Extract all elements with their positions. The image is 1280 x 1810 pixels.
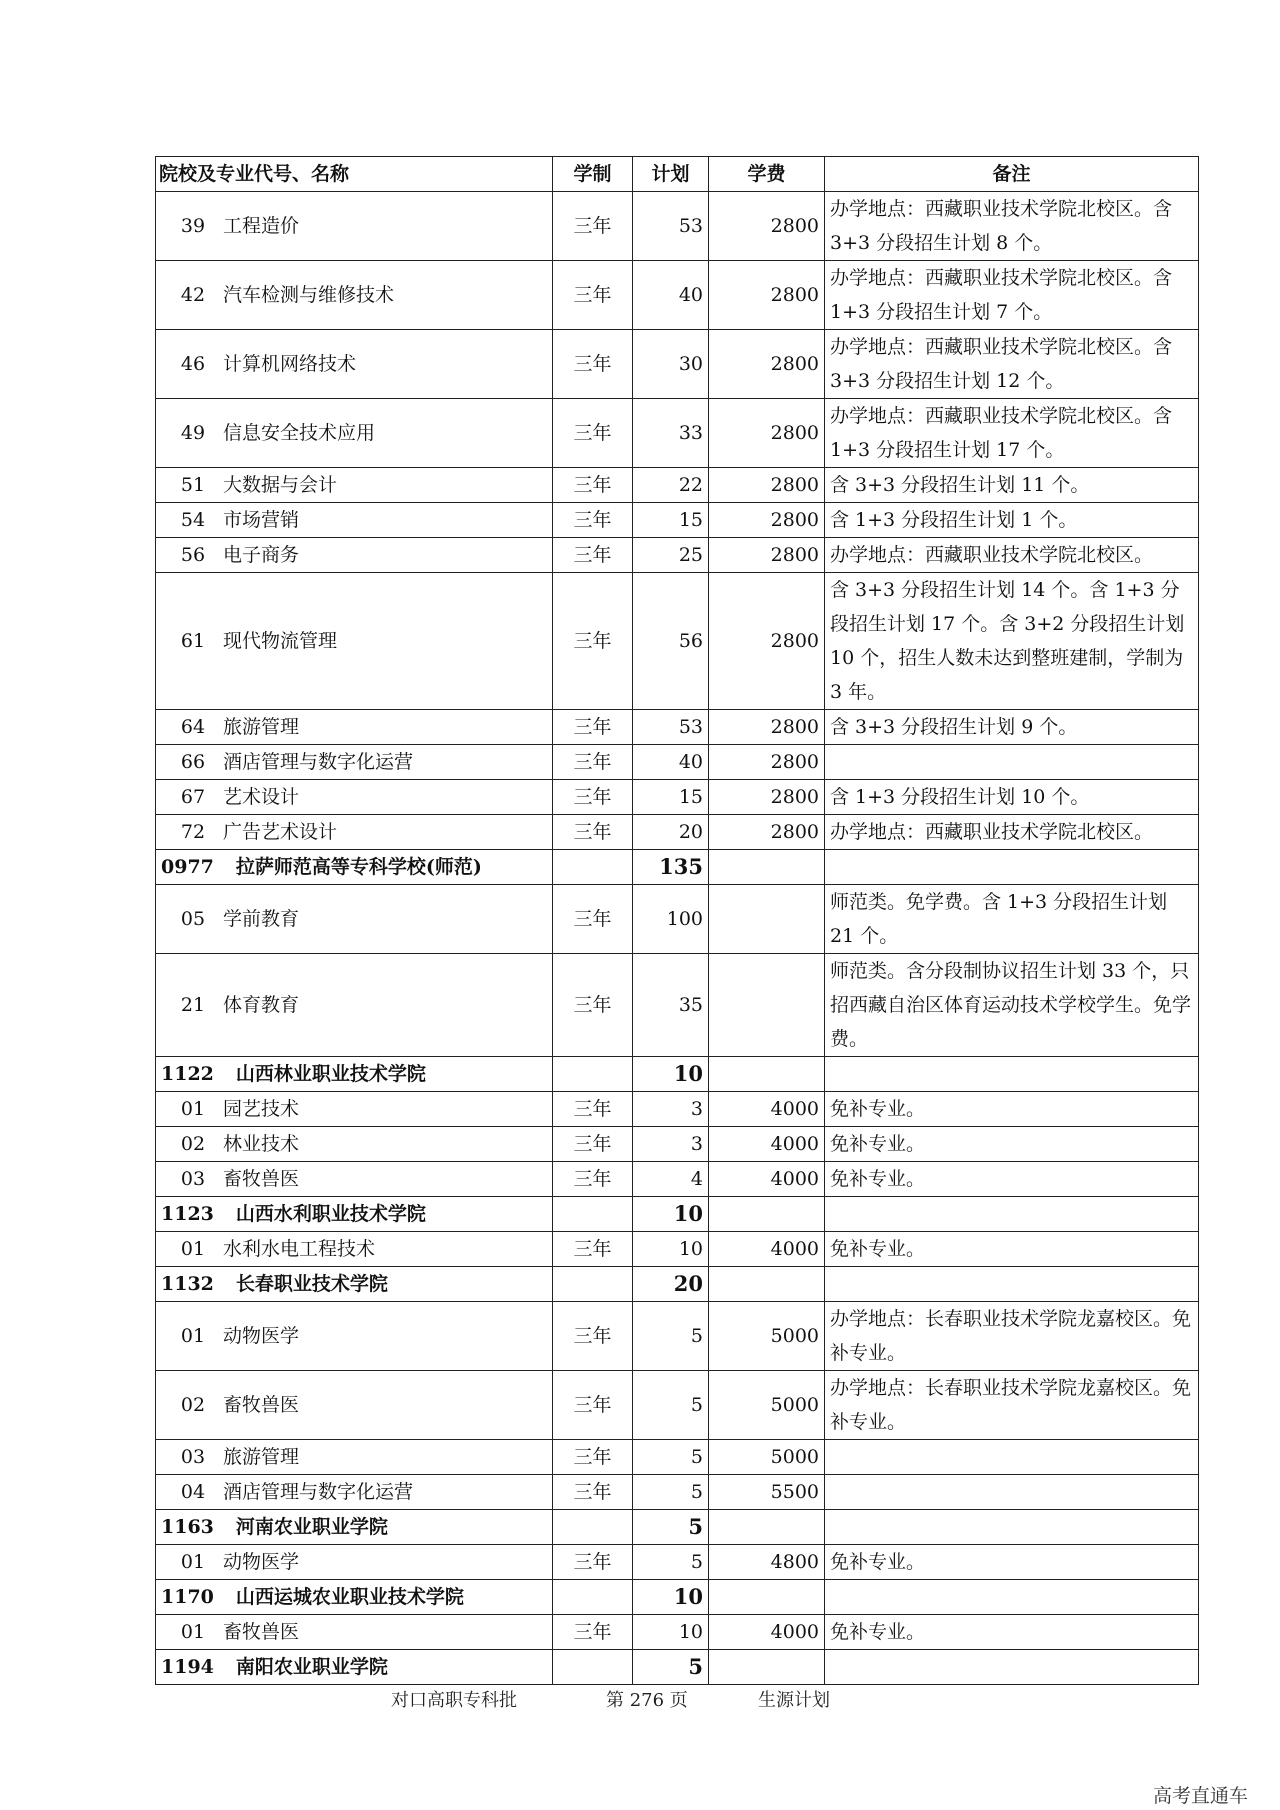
fee-cell <box>709 1650 825 1685</box>
major-row <box>156 1092 1199 1127</box>
name: 现代物流管理 <box>223 630 338 652</box>
major-row <box>156 1162 1199 1197</box>
code: 64 <box>180 716 206 738</box>
plan-cell: 53 <box>633 192 709 261</box>
code: 04 <box>180 1481 206 1503</box>
major-row <box>156 745 1199 780</box>
major-row <box>156 1127 1199 1162</box>
enrollment-plan-table <box>155 156 1199 1685</box>
xuezhi-cell: 三年 <box>553 1127 633 1162</box>
plan-cell: 56 <box>633 573 709 710</box>
fee-cell: 5000 <box>709 1440 825 1475</box>
xuezhi-cell: 三年 <box>553 503 633 538</box>
name-cell <box>156 330 553 399</box>
fee-cell <box>709 1510 825 1545</box>
fee-cell: 2800 <box>709 573 825 710</box>
xuezhi-cell: 三年 <box>553 780 633 815</box>
fee-cell: 4800 <box>709 1545 825 1580</box>
note-cell: 办学地点：西藏职业技术学院北校区。含 3+3 分段招生计划 12 个。 <box>825 330 1199 399</box>
note-cell <box>825 1197 1199 1232</box>
note-cell: 含 3+3 分段招生计划 9 个。 <box>825 710 1199 745</box>
code: 02 <box>180 1394 206 1416</box>
xuezhi-cell: 三年 <box>553 710 633 745</box>
name-cell <box>156 261 553 330</box>
major-row <box>156 192 1199 261</box>
name: 河南农业职业学院 <box>235 1516 388 1538</box>
major-row <box>156 1475 1199 1510</box>
note-cell: 办学地点：西藏职业技术学院北校区。含 1+3 分段招生计划 7 个。 <box>825 261 1199 330</box>
code: 66 <box>180 751 206 773</box>
name-cell <box>156 538 553 573</box>
table-header-row <box>156 157 1199 192</box>
code: 01 <box>180 1621 206 1643</box>
name: 电子商务 <box>223 544 300 566</box>
fee-cell: 4000 <box>709 1092 825 1127</box>
code: 54 <box>180 509 206 531</box>
code: 01 <box>180 1325 206 1347</box>
name-cell <box>156 1615 553 1650</box>
code: 1123 <box>161 1203 214 1225</box>
code: 02 <box>180 1133 206 1155</box>
fee-cell: 4000 <box>709 1127 825 1162</box>
note-cell: 师范类。免学费。含 1+3 分段招生计划 21 个。 <box>825 885 1199 954</box>
plan-cell: 22 <box>633 468 709 503</box>
fee-cell <box>709 1580 825 1615</box>
note-cell: 含 1+3 分段招生计划 10 个。 <box>825 780 1199 815</box>
name-cell <box>156 1162 553 1197</box>
plan-cell: 5 <box>633 1545 709 1580</box>
code: 01 <box>180 1098 206 1120</box>
name: 汽车检测与维修技术 <box>223 284 395 306</box>
code: 46 <box>180 353 206 375</box>
name-cell <box>156 1267 553 1302</box>
plan-cell: 5 <box>633 1371 709 1440</box>
name: 大数据与会计 <box>223 474 338 496</box>
code: 1170 <box>161 1586 214 1608</box>
header-name: 院校及专业代号、名称 <box>156 157 553 192</box>
plan-cell: 3 <box>633 1092 709 1127</box>
name-cell <box>156 1475 553 1510</box>
xuezhi-cell: 三年 <box>553 1615 633 1650</box>
code: 03 <box>180 1168 206 1190</box>
major-row <box>156 399 1199 468</box>
note-cell: 含 3+3 分段招生计划 11 个。 <box>825 468 1199 503</box>
fee-cell: 2800 <box>709 330 825 399</box>
code: 1132 <box>161 1273 214 1295</box>
major-row <box>156 503 1199 538</box>
xuezhi-cell: 三年 <box>553 1162 633 1197</box>
name-cell <box>156 1197 553 1232</box>
plan-cell: 33 <box>633 399 709 468</box>
fee-cell <box>709 850 825 885</box>
fee-cell: 2800 <box>709 710 825 745</box>
name: 林业技术 <box>223 1133 300 1155</box>
name: 信息安全技术应用 <box>223 422 376 444</box>
header-note: 备注 <box>825 157 1199 192</box>
note-cell: 办学地点：长春职业技术学院龙嘉校区。免补专业。 <box>825 1371 1199 1440</box>
plan-cell: 15 <box>633 780 709 815</box>
name: 山西林业职业技术学院 <box>235 1063 426 1085</box>
xuezhi-cell: 三年 <box>553 399 633 468</box>
major-row <box>156 1440 1199 1475</box>
note-cell: 免补专业。 <box>825 1615 1199 1650</box>
plan-cell: 10 <box>633 1197 709 1232</box>
major-row <box>156 261 1199 330</box>
plan-cell: 5 <box>633 1440 709 1475</box>
code: 61 <box>180 630 206 652</box>
note-cell <box>825 745 1199 780</box>
note-cell: 含 1+3 分段招生计划 1 个。 <box>825 503 1199 538</box>
plan-cell: 135 <box>633 850 709 885</box>
xuezhi-cell: 三年 <box>553 1440 633 1475</box>
footer-page-number: 第 276 页 <box>606 1690 688 1711</box>
xuezhi-cell <box>553 1197 633 1232</box>
plan-cell: 10 <box>633 1232 709 1267</box>
note-cell: 师范类。含分段制协议招生计划 33 个，只招西藏自治区体育运动技术学校学生。免学费。 <box>825 954 1199 1057</box>
name: 市场营销 <box>223 509 300 531</box>
fee-cell: 4000 <box>709 1162 825 1197</box>
major-row <box>156 1232 1199 1267</box>
xuezhi-cell <box>553 1580 633 1615</box>
plan-cell: 10 <box>633 1057 709 1092</box>
xuezhi-cell: 三年 <box>553 1302 633 1371</box>
fee-cell: 2800 <box>709 538 825 573</box>
name-cell <box>156 573 553 710</box>
note-cell: 办学地点：西藏职业技术学院北校区。 <box>825 815 1199 850</box>
note-cell: 办学地点：西藏职业技术学院北校区。 <box>825 538 1199 573</box>
watermark: 高考直通车 <box>1152 1785 1248 1807</box>
major-row <box>156 573 1199 710</box>
code: 05 <box>180 908 206 930</box>
major-row <box>156 780 1199 815</box>
xuezhi-cell: 三年 <box>553 1475 633 1510</box>
plan-cell: 5 <box>633 1475 709 1510</box>
note-cell <box>825 850 1199 885</box>
note-cell: 免补专业。 <box>825 1545 1199 1580</box>
xuezhi-cell: 三年 <box>553 573 633 710</box>
xuezhi-cell <box>553 1267 633 1302</box>
major-row <box>156 1302 1199 1371</box>
plan-cell: 53 <box>633 710 709 745</box>
school-row <box>156 1197 1199 1232</box>
name: 旅游管理 <box>223 716 300 738</box>
note-cell: 免补专业。 <box>825 1232 1199 1267</box>
xuezhi-cell <box>553 1057 633 1092</box>
code: 67 <box>180 786 206 808</box>
name: 南阳农业职业学院 <box>235 1656 388 1678</box>
xuezhi-cell: 三年 <box>553 1545 633 1580</box>
fee-cell: 5000 <box>709 1371 825 1440</box>
code: 51 <box>180 474 206 496</box>
fee-cell <box>709 885 825 954</box>
name-cell <box>156 1650 553 1685</box>
name-cell <box>156 192 553 261</box>
major-row <box>156 815 1199 850</box>
xuezhi-cell: 三年 <box>553 468 633 503</box>
xuezhi-cell: 三年 <box>553 745 633 780</box>
name-cell <box>156 1302 553 1371</box>
major-row <box>156 1615 1199 1650</box>
plan-cell: 10 <box>633 1580 709 1615</box>
xuezhi-cell <box>553 850 633 885</box>
major-row <box>156 330 1199 399</box>
name: 动物医学 <box>223 1325 300 1347</box>
note-cell: 免补专业。 <box>825 1162 1199 1197</box>
name-cell <box>156 399 553 468</box>
plan-cell: 20 <box>633 815 709 850</box>
fee-cell: 4000 <box>709 1232 825 1267</box>
major-row <box>156 1545 1199 1580</box>
xuezhi-cell: 三年 <box>553 815 633 850</box>
name-cell <box>156 885 553 954</box>
code: 56 <box>180 544 206 566</box>
name: 酒店管理与数字化运营 <box>223 1481 414 1503</box>
fee-cell: 5500 <box>709 1475 825 1510</box>
fee-cell: 2800 <box>709 815 825 850</box>
fee-cell: 4000 <box>709 1615 825 1650</box>
plan-cell: 10 <box>633 1615 709 1650</box>
fee-cell: 2800 <box>709 468 825 503</box>
fee-cell: 2800 <box>709 503 825 538</box>
name: 畜牧兽医 <box>223 1621 300 1643</box>
name: 山西运城农业职业技术学院 <box>235 1586 464 1608</box>
code: 42 <box>180 284 206 306</box>
name: 计算机网络技术 <box>223 353 357 375</box>
code: 72 <box>180 821 206 843</box>
name: 长春职业技术学院 <box>235 1273 388 1295</box>
fee-cell: 2800 <box>709 261 825 330</box>
code: 1194 <box>161 1656 214 1678</box>
name-cell <box>156 1232 553 1267</box>
name: 畜牧兽医 <box>223 1394 300 1416</box>
name-cell <box>156 1127 553 1162</box>
note-cell: 办学地点：长春职业技术学院龙嘉校区。免补专业。 <box>825 1302 1199 1371</box>
note-cell <box>825 1510 1199 1545</box>
code: 49 <box>180 422 206 444</box>
plan-cell: 5 <box>633 1650 709 1685</box>
name-cell <box>156 1545 553 1580</box>
note-cell <box>825 1440 1199 1475</box>
header-plan: 计划 <box>633 157 709 192</box>
note-cell: 免补专业。 <box>825 1127 1199 1162</box>
header-xuezhi: 学制 <box>553 157 633 192</box>
fee-cell: 2800 <box>709 780 825 815</box>
code: 01 <box>180 1238 206 1260</box>
school-row <box>156 850 1199 885</box>
name: 艺术设计 <box>223 786 300 808</box>
plan-cell: 40 <box>633 745 709 780</box>
xuezhi-cell: 三年 <box>553 1092 633 1127</box>
name: 水利水电工程技术 <box>223 1238 376 1260</box>
plan-cell: 25 <box>633 538 709 573</box>
major-row <box>156 538 1199 573</box>
name-cell <box>156 954 553 1057</box>
name-cell <box>156 1580 553 1615</box>
name: 园艺技术 <box>223 1098 300 1120</box>
xuezhi-cell: 三年 <box>553 1371 633 1440</box>
name: 拉萨师范高等专科学校(师范) <box>235 856 482 878</box>
name: 酒店管理与数字化运营 <box>223 751 414 773</box>
name-cell <box>156 780 553 815</box>
code: 0977 <box>161 856 214 878</box>
school-row <box>156 1580 1199 1615</box>
fee-cell: 5000 <box>709 1302 825 1371</box>
footer-batch: 对口高职专科批 <box>391 1690 517 1711</box>
code: 1163 <box>161 1516 214 1538</box>
fee-cell: 2800 <box>709 399 825 468</box>
xuezhi-cell: 三年 <box>553 885 633 954</box>
plan-cell: 5 <box>633 1302 709 1371</box>
code: 03 <box>180 1446 206 1468</box>
xuezhi-cell: 三年 <box>553 192 633 261</box>
fee-cell: 2800 <box>709 745 825 780</box>
footer-category: 生源计划 <box>758 1690 830 1711</box>
plan-cell: 4 <box>633 1162 709 1197</box>
school-row <box>156 1650 1199 1685</box>
fee-cell <box>709 1267 825 1302</box>
note-cell: 免补专业。 <box>825 1092 1199 1127</box>
school-row <box>156 1510 1199 1545</box>
plan-cell: 30 <box>633 330 709 399</box>
note-cell <box>825 1650 1199 1685</box>
fee-cell <box>709 1197 825 1232</box>
school-row <box>156 1267 1199 1302</box>
note-cell <box>825 1475 1199 1510</box>
code: 21 <box>180 994 206 1016</box>
xuezhi-cell: 三年 <box>553 261 633 330</box>
name-cell <box>156 1440 553 1475</box>
name: 广告艺术设计 <box>223 821 338 843</box>
major-row <box>156 1371 1199 1440</box>
plan-cell: 3 <box>633 1127 709 1162</box>
note-cell: 办学地点：西藏职业技术学院北校区。含 1+3 分段招生计划 17 个。 <box>825 399 1199 468</box>
name-cell <box>156 1057 553 1092</box>
name-cell <box>156 503 553 538</box>
name: 山西水利职业技术学院 <box>235 1203 426 1225</box>
name: 体育教育 <box>223 994 300 1016</box>
header-fee: 学费 <box>709 157 825 192</box>
name: 学前教育 <box>223 908 300 930</box>
plan-cell: 15 <box>633 503 709 538</box>
name: 动物医学 <box>223 1551 300 1573</box>
note-cell <box>825 1267 1199 1302</box>
note-cell: 含 3+3 分段招生计划 14 个。含 1+3 分段招生计划 17 个。含 3+2 分段招生计划 10 个，招生人数未达到整班建制，学制为 3 年。 <box>825 573 1199 710</box>
major-row <box>156 885 1199 954</box>
name: 工程造价 <box>223 215 300 237</box>
note-cell: 办学地点：西藏职业技术学院北校区。含 3+3 分段招生计划 8 个。 <box>825 192 1199 261</box>
plan-cell: 35 <box>633 954 709 1057</box>
name-cell <box>156 468 553 503</box>
note-cell <box>825 1580 1199 1615</box>
school-row <box>156 1057 1199 1092</box>
fee-cell <box>709 954 825 1057</box>
note-cell <box>825 1057 1199 1092</box>
name-cell <box>156 745 553 780</box>
xuezhi-cell <box>553 1650 633 1685</box>
code: 39 <box>180 215 206 237</box>
major-row <box>156 954 1199 1057</box>
name: 畜牧兽医 <box>223 1168 300 1190</box>
name-cell <box>156 1092 553 1127</box>
plan-cell: 5 <box>633 1510 709 1545</box>
name-cell <box>156 1371 553 1440</box>
name: 旅游管理 <box>223 1446 300 1468</box>
code: 1122 <box>161 1063 214 1085</box>
xuezhi-cell: 三年 <box>553 954 633 1057</box>
name-cell <box>156 710 553 745</box>
xuezhi-cell: 三年 <box>553 538 633 573</box>
code: 01 <box>180 1551 206 1573</box>
fee-cell: 2800 <box>709 192 825 261</box>
xuezhi-cell: 三年 <box>553 1232 633 1267</box>
fee-cell <box>709 1057 825 1092</box>
name-cell <box>156 850 553 885</box>
plan-cell: 40 <box>633 261 709 330</box>
name-cell <box>156 815 553 850</box>
xuezhi-cell <box>553 1510 633 1545</box>
major-row <box>156 468 1199 503</box>
name-cell <box>156 1510 553 1545</box>
plan-cell: 100 <box>633 885 709 954</box>
major-row <box>156 710 1199 745</box>
plan-cell: 20 <box>633 1267 709 1302</box>
xuezhi-cell: 三年 <box>553 330 633 399</box>
